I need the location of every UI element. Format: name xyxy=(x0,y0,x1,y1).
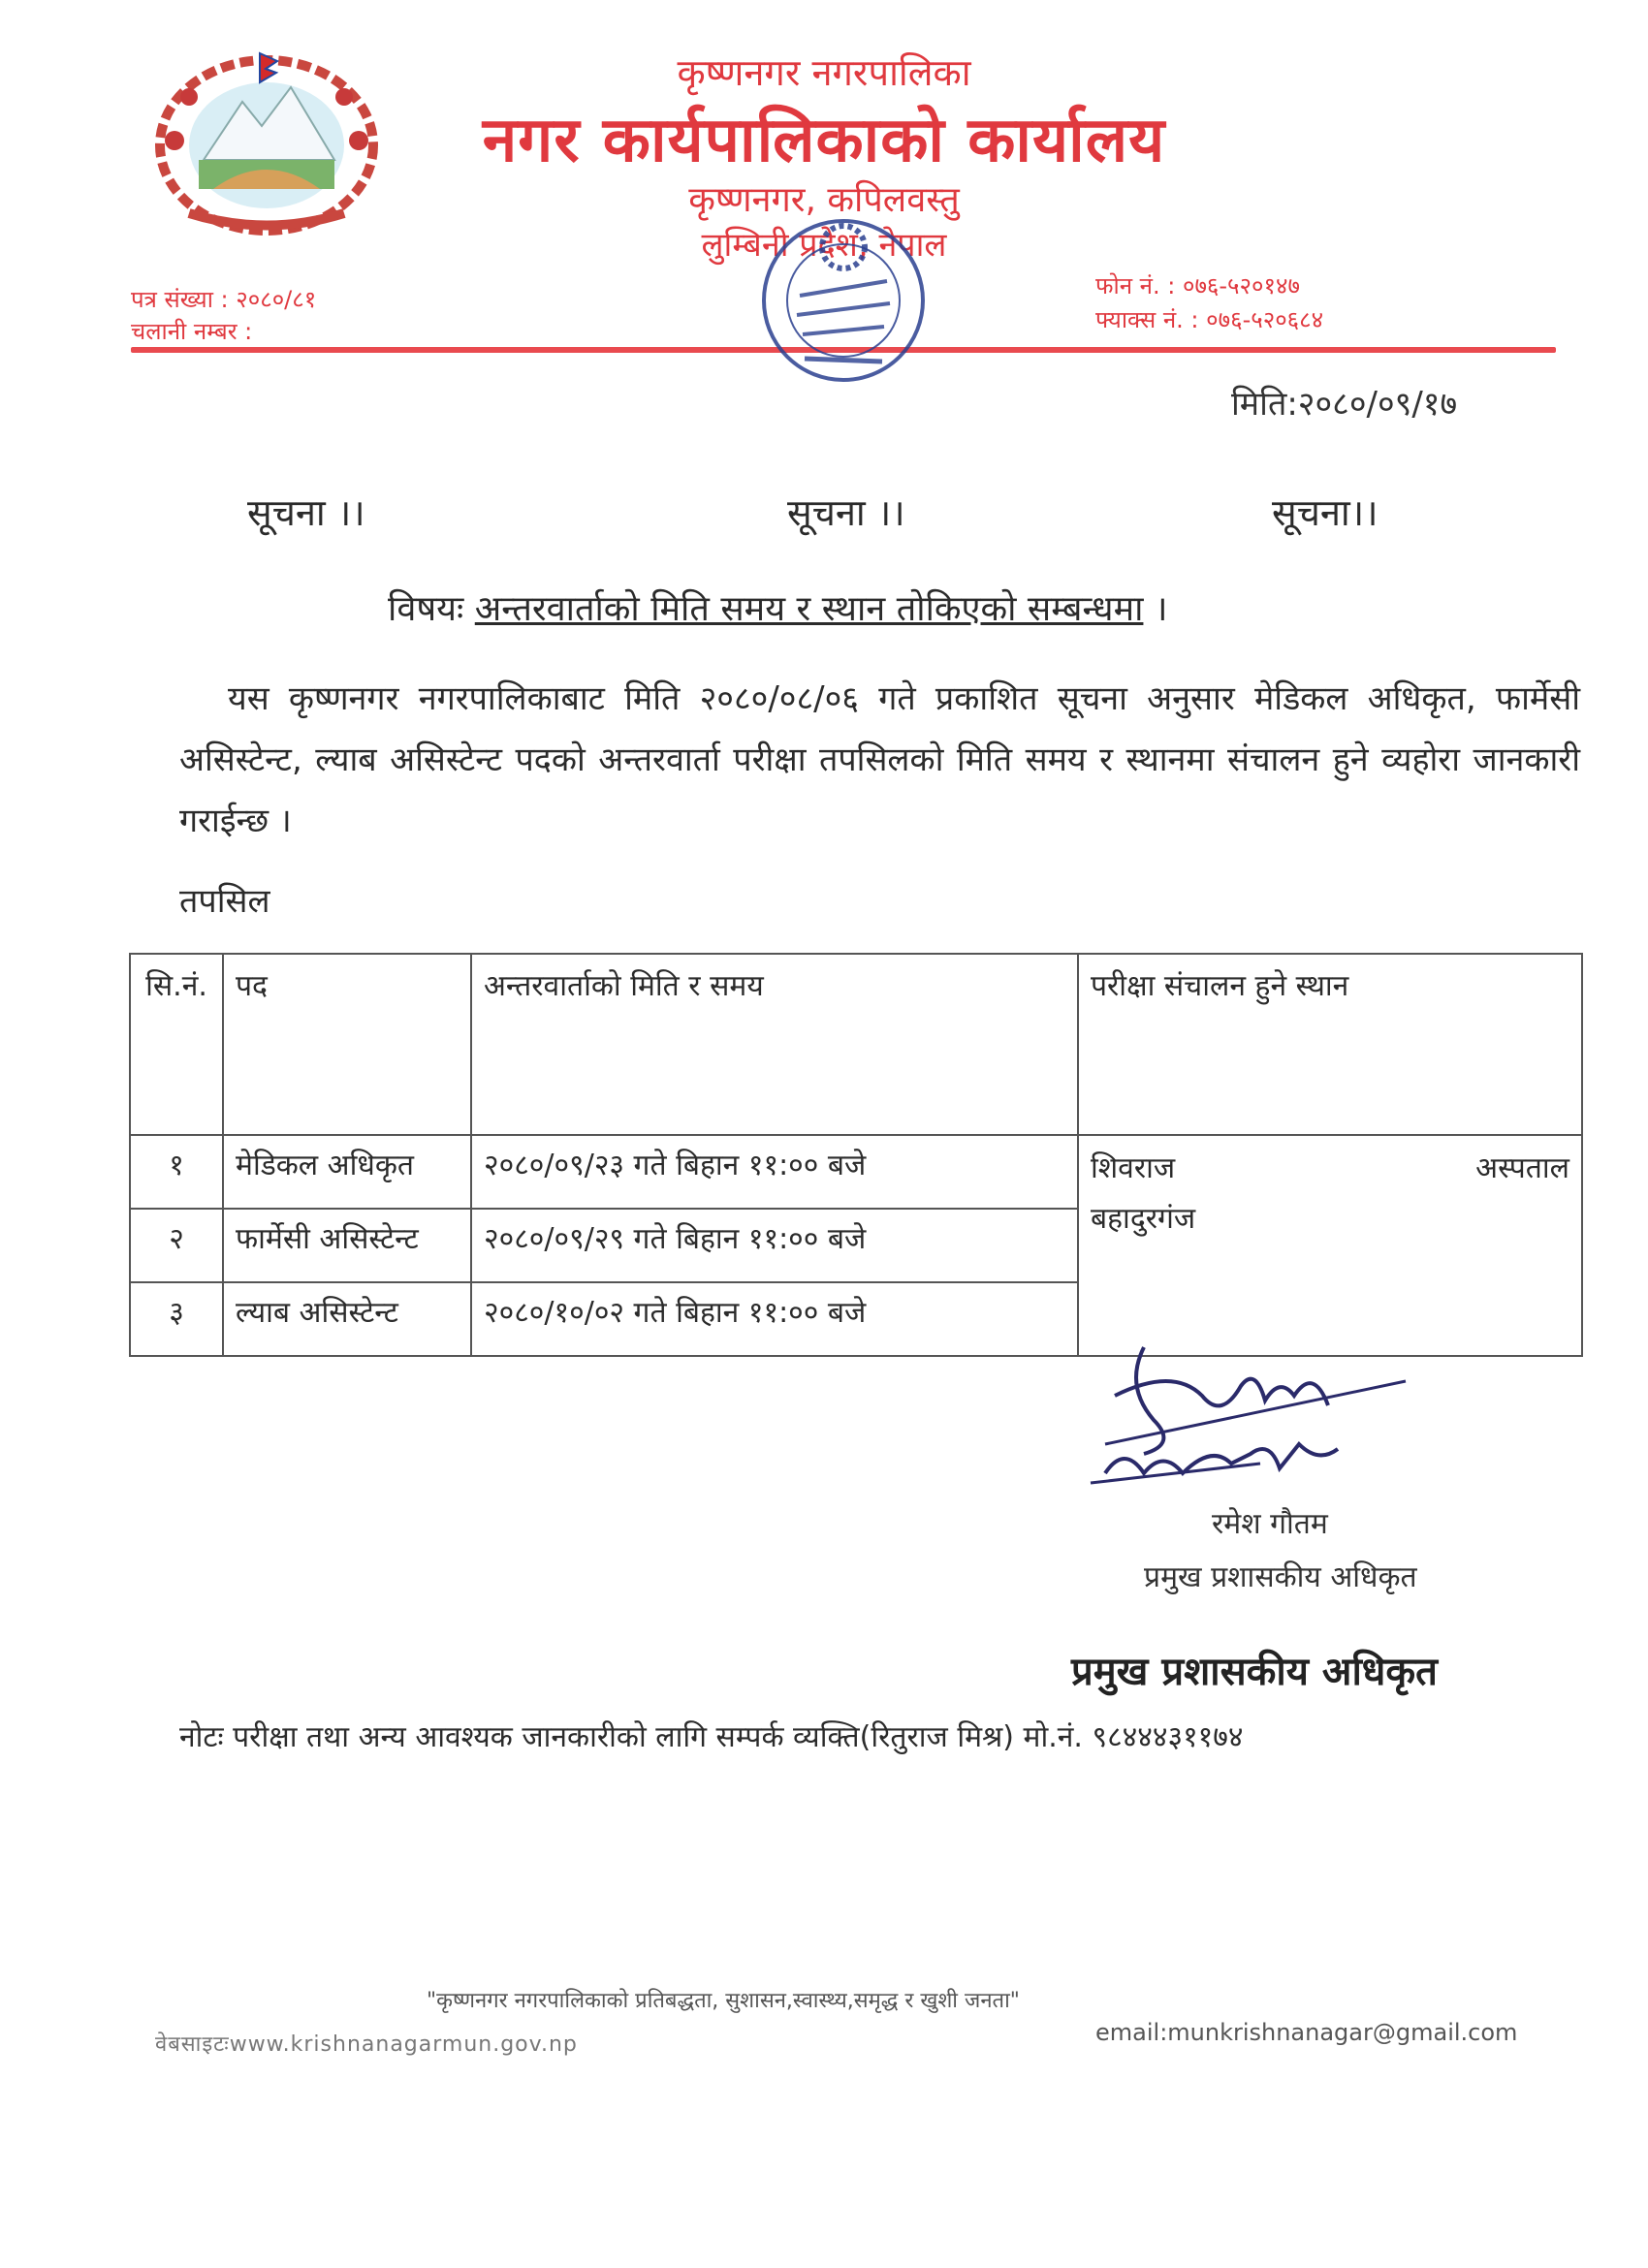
notice-heading-right: सूचना।। xyxy=(1272,491,1379,534)
dispatch-number: चलानी नम्बर : xyxy=(131,318,253,345)
row-datetime: २०८०/१०/०२ गते बिहान ११:०० बजे xyxy=(471,1282,1078,1356)
row-post: फार्मेसी असिस्टेन्ट xyxy=(223,1209,471,1282)
header-interview-datetime: अन्तरवार्ताको मिति र समय xyxy=(471,954,1078,1135)
row-post: मेडिकल अधिकृत xyxy=(223,1135,471,1209)
header-post: पद xyxy=(223,954,471,1135)
address-line-1: कृष्णनगर, कपिलवस्तु xyxy=(688,180,960,220)
header-venue: परीक्षा संचालन हुने स्थान xyxy=(1078,954,1582,1135)
body-paragraph: यस कृष्णनगर नगरपालिकाबाट मिति २०८०/०८/०६ गते प्रकाशित सूचना अनुसार मेडिकल अधिकृत, फार्मेसी असिस्टेन्ट, ल्याब असिस्टेन्ट पदको अन्तरवार्ता परीक्षा तपसिलको मिति समय र स्थानमा संचालन हुने व्यहोरा जानकारी गराईन्छ । xyxy=(179,679,1580,840)
venue-word-1: शिवराज xyxy=(1091,1151,1176,1185)
office-title: नगर कार्यपालिकाको कार्यालय xyxy=(482,105,1166,176)
notice-heading-center: सूचना ।। xyxy=(787,491,905,534)
subject-line xyxy=(388,583,1168,631)
office-seal-icon xyxy=(746,189,940,407)
designation-stamp: प्रमुख प्रशासकीय अधिकृत xyxy=(1071,1650,1438,1694)
reference-number: पत्र संख्या : २०८०/८१ xyxy=(131,286,317,313)
venue-word-2: अस्पताल xyxy=(1475,1151,1569,1185)
row-serial-number: ३ xyxy=(130,1282,223,1356)
row-serial-number: १ xyxy=(130,1135,223,1209)
signer-title: प्रमुख प्रशासकीय अधिकृत xyxy=(1144,1560,1417,1594)
footer-email: email:munkrishnanagar@gmail.com xyxy=(1095,2019,1518,2046)
signer-name: रमेश गौतम xyxy=(1212,1507,1328,1541)
venue-line-1 xyxy=(1091,1144,1569,1194)
footer-website: वेबसाइटःwww.krishnanagarmun.gov.np xyxy=(155,2032,578,2057)
row-serial-number: २ xyxy=(130,1209,223,1282)
notice-heading-left: सूचना ।। xyxy=(247,491,365,534)
municipality-name: कृष्णनगर नगरपालिका xyxy=(677,51,971,94)
venue-cell xyxy=(1078,1135,1582,1356)
interview-schedule-table xyxy=(129,953,1583,1357)
subject-end-mark: । xyxy=(1154,589,1168,629)
row-post: ल्याब असिस्टेन्ट xyxy=(223,1282,471,1356)
subject-text: अन्तरवार्ताको मिति समय र स्थान तोकिएको सम्बन्धमा xyxy=(474,589,1144,629)
venue-line-2: बहादुरगंज xyxy=(1091,1202,1196,1236)
table-header-row xyxy=(130,954,1582,1135)
schedule-label: तपसिल xyxy=(179,882,270,921)
row-datetime: २०८०/०९/२३ गते बिहान ११:०० बजे xyxy=(471,1135,1078,1209)
footer-motto: "कृष्णनगर नगरपालिकाको प्रतिबद्धता, सुशासन,स्वास्थ्य,समृद्ध र खुशी जनता" xyxy=(427,1989,1020,2013)
nepal-emblem-icon xyxy=(145,44,388,237)
phone-number: फोन नं. : ०७६-५२०१४७ xyxy=(1095,272,1300,299)
subject-label: विषयः xyxy=(388,589,464,629)
row-datetime: २०८०/०९/२९ गते बिहान ११:०० बजे xyxy=(471,1209,1078,1282)
letter-date: मिति:२०८०/०९/१७ xyxy=(1231,385,1458,424)
table-row xyxy=(130,1135,1582,1209)
fax-number: फ्याक्स नं. : ०७६-५२०६८४ xyxy=(1095,306,1324,333)
handwritten-signature-icon xyxy=(1086,1328,1425,1522)
contact-note: नोटः परीक्षा तथा अन्य आवश्यक जानकारीको लागि सम्पर्क व्यक्ति(रितुराज मिश्र) मो.नं. ९८४४४३११७४ xyxy=(179,1720,1244,1754)
address-line-2: लुम्बिनी प्रदेश, नेपाल xyxy=(701,226,947,265)
header-serial-number: सि.नं. xyxy=(130,954,223,1135)
